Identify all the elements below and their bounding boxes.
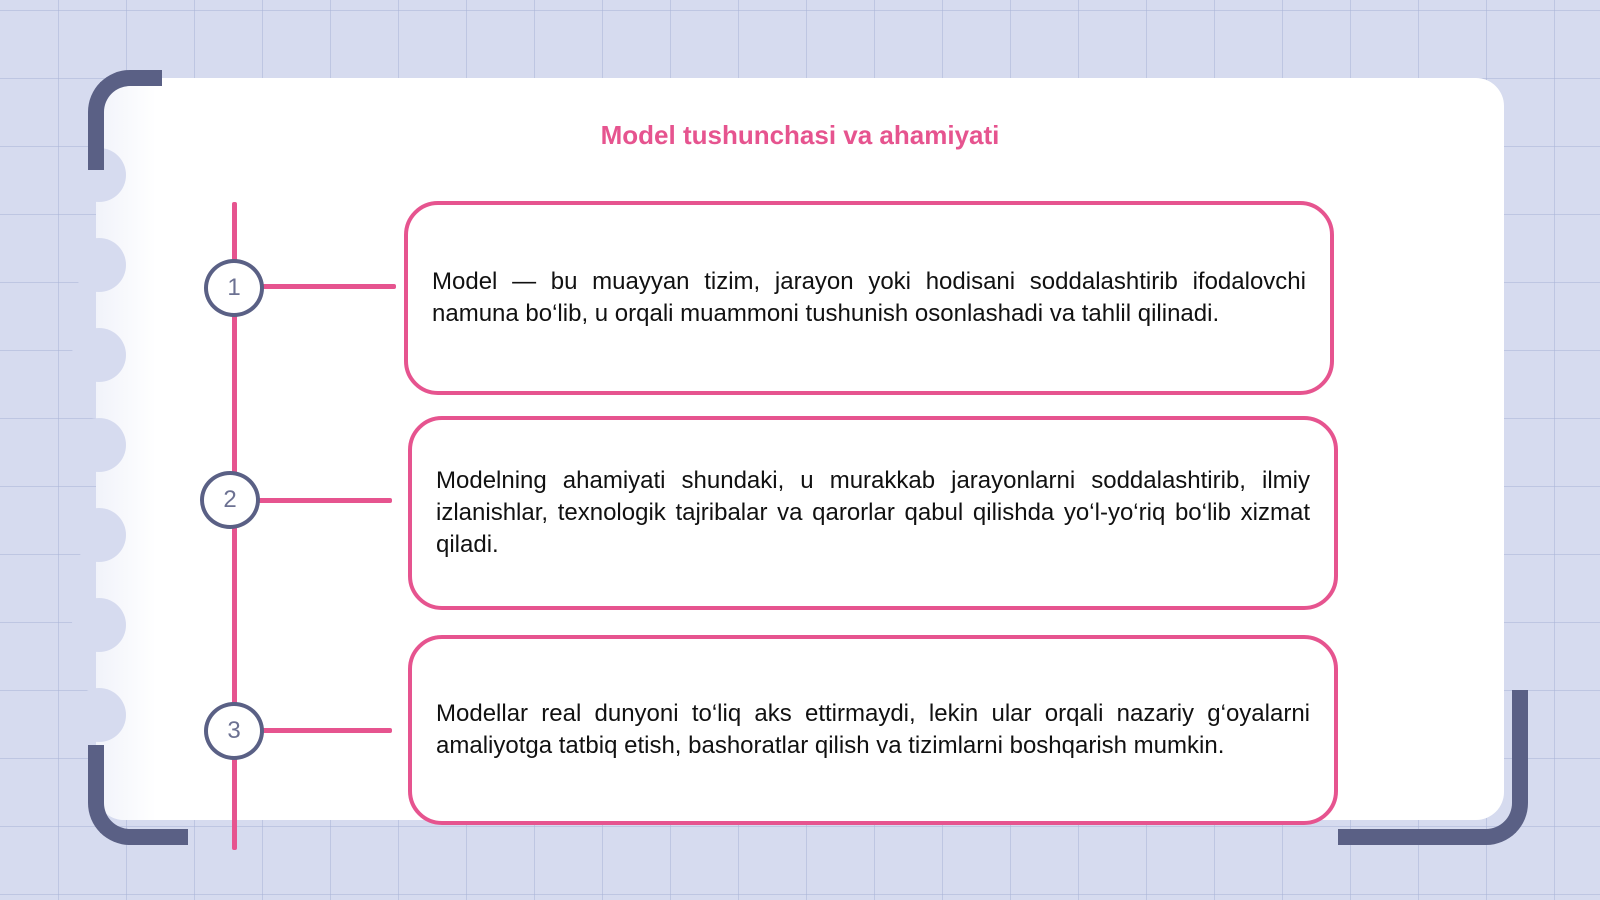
timeline-connector — [262, 284, 396, 289]
step-card-text: Modelning ahamiyati shundaki, u murakkab jarayonlarni soddalashtirib, ilmiy izlanishlar, texnologik tajribalar va qarorlar qabul qilishda yo‘l-yo‘riq bo‘lib xizmat qiladi. — [436, 467, 1310, 558]
corner-bracket-top-left — [88, 70, 162, 170]
step-card-3 — [408, 635, 1338, 825]
corner-bracket-bottom-left — [88, 745, 188, 845]
timeline-connector — [262, 728, 392, 733]
sheet-torn-edge — [72, 238, 126, 292]
step-card-2 — [408, 416, 1338, 610]
corner-bracket-bottom-right — [1338, 690, 1528, 845]
step-card-text: Model — bu muayyan tizim, jarayon yoki hodisani soddalashtirib ifodalovchi namuna bo‘lib, u orqali muammoni tushunish osonlashadi va tahlil qilinadi. — [432, 268, 1306, 327]
step-number-2: 2 — [200, 471, 260, 529]
sheet-torn-edge — [72, 598, 126, 652]
sheet-torn-edge — [72, 688, 126, 742]
step-card-text: Modellar real dunyoni to‘liq aks ettirmaydi, lekin ular orqali nazariy g‘oyalarni amaliyotga tatbiq etish, bashoratlar qilish va tizimlarni boshqarish mumkin. — [436, 700, 1310, 759]
step-card-1 — [404, 201, 1334, 395]
step-number-3: 3 — [204, 702, 264, 760]
slide-title: Model tushunchasi va ahamiyati — [600, 120, 1000, 150]
timeline-connector — [258, 498, 392, 503]
sheet-torn-edge — [72, 418, 126, 472]
step-number-1: 1 — [204, 259, 264, 317]
sheet-torn-edge — [72, 508, 126, 562]
sheet-torn-edge — [72, 328, 126, 382]
